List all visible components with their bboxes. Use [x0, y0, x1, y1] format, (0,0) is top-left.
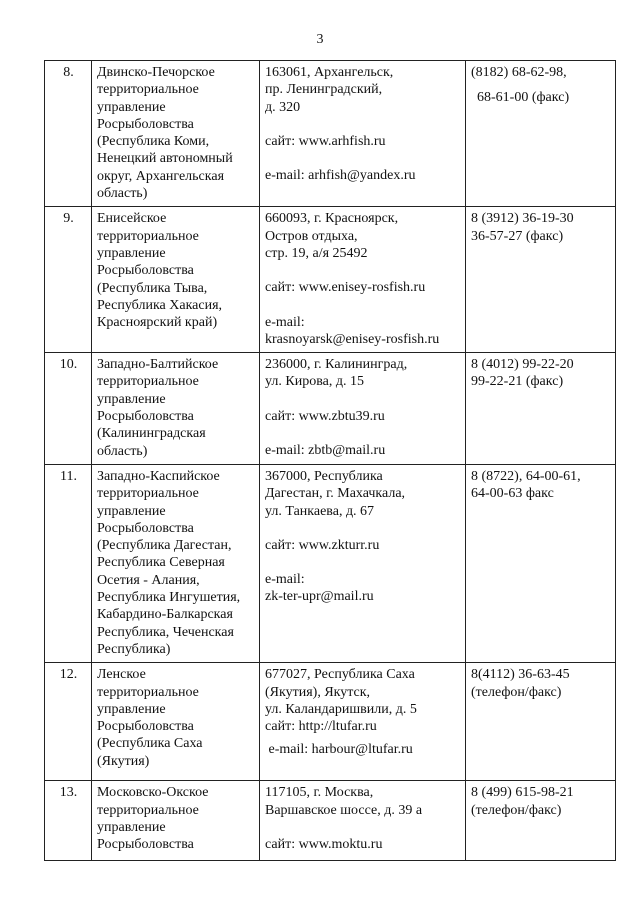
table-row — [45, 781, 616, 861]
agency-name-line: Московско-Окское — [97, 785, 209, 801]
agency-name-line: Республика Хакасия, — [97, 297, 223, 313]
address-line: 117105, г. Москва, — [265, 785, 374, 801]
agency-name-line: Росрыболовства — [97, 116, 194, 132]
address-line: 677027, Республика Саха — [265, 667, 415, 683]
address-line: 236000, г. Калининград, — [265, 357, 408, 373]
agency-name-line: Росрыболовства — [97, 837, 194, 853]
agency-phones — [466, 207, 616, 353]
agency-name — [92, 207, 260, 353]
agency-name-line: территориальное — [97, 684, 199, 700]
agency-name-line: территориальное — [97, 802, 199, 818]
agency-name-line: Кабардино-Балкарская — [97, 607, 233, 623]
phone-number: 8 (3912) 36-19-30 — [471, 211, 574, 227]
agency-name-line: территориальное — [97, 82, 199, 98]
agency-name-line: Западно-Каспийское — [97, 468, 220, 484]
table-row — [45, 663, 616, 781]
agency-phones — [466, 353, 616, 465]
row-number: 9. — [45, 207, 92, 353]
address-line: ул. Кирова, д. 15 — [265, 374, 364, 390]
agency-name-line: Западно-Балтийское — [97, 357, 219, 373]
agency-contacts — [260, 61, 466, 207]
table-row — [45, 464, 616, 662]
phone-number: (телефон/факс) — [471, 802, 562, 818]
agency-name-line: Осетия - Алания, — [97, 572, 200, 588]
phone-number: 8(4112) 36-63-45 — [471, 667, 570, 683]
agency-name-line: Росрыболовства — [97, 409, 194, 425]
phone-number: 8 (499) 615-98-21 — [471, 785, 574, 801]
address-line: стр. 19, а/я 25492 — [265, 245, 368, 261]
email-link[interactable]: e-mail: zbtb@mail.ru — [265, 443, 386, 459]
row-number: 8. — [45, 61, 92, 207]
agency-contacts — [260, 353, 466, 465]
address-line: Остров отдыха, — [265, 228, 358, 244]
address-line: Дагестан, г. Махачкала, — [265, 486, 406, 502]
address-line: д. 320 — [265, 99, 301, 115]
phone-number: 36-57-27 (факс) — [471, 228, 564, 244]
website-link[interactable]: сайт: www.moktu.ru — [265, 836, 383, 852]
agency-name — [92, 663, 260, 781]
row-number: 12. — [45, 663, 92, 781]
agency-name-line: управление — [97, 391, 166, 407]
agency-name-line: территориальное — [97, 228, 199, 244]
agency-name-line: Республика Северная — [97, 555, 225, 571]
agency-name — [92, 353, 260, 465]
phone-number: 8 (4012) 99-22-20 — [471, 357, 574, 373]
agency-name-line: Енисейское — [97, 211, 167, 227]
agency-name-line: территориальное — [97, 486, 199, 502]
agency-name-line: (Якутия) — [97, 753, 150, 769]
page-number: 3 — [316, 32, 324, 47]
agency-contacts — [260, 207, 466, 353]
agency-name-line: Республика) — [97, 641, 171, 657]
email-link[interactable]: e-mail: — [265, 314, 305, 330]
address-line: ул. Танкаева, д. 67 — [265, 503, 375, 519]
agency-name-line: управление — [97, 245, 166, 261]
agency-name-line: территориальное — [97, 374, 199, 390]
phone-number: (8182) 68-62-98, — [471, 65, 567, 80]
agency-name-line: управление — [97, 99, 166, 115]
row-number: 13. — [45, 781, 92, 861]
website-link[interactable]: сайт: www.enisey-rosfish.ru — [265, 280, 426, 296]
row-number: 11. — [45, 464, 92, 662]
email-link[interactable]: e-mail: arhfish@yandex.ru — [265, 168, 416, 184]
agency-name — [92, 781, 260, 861]
address-line: (Якутия), Якутск, — [265, 684, 371, 700]
address-line: 660093, г. Красноярск, — [265, 211, 399, 227]
table-row — [45, 353, 616, 465]
agency-name-line: (Республика Саха — [97, 736, 203, 752]
agency-name-line: Республика, Чеченская — [97, 624, 234, 640]
address-line: пр. Ленинградский, — [265, 82, 383, 98]
agency-name-line: округ, Архангельская — [97, 168, 225, 184]
agency-name-line: (Республика Коми, — [97, 134, 210, 150]
agency-name-line: Красноярский край) — [97, 315, 218, 331]
email-link[interactable]: e-mail: harbour@ltufar.ru — [265, 742, 413, 758]
phone-number: (телефон/факс) — [471, 684, 562, 700]
agency-phones — [466, 61, 616, 207]
website-link[interactable]: сайт: www.zbtu39.ru — [265, 408, 385, 424]
website-link[interactable]: сайт: www.arhfish.ru — [265, 133, 386, 149]
agency-name-line: (Республика Тыва, — [97, 280, 208, 296]
agency-phones — [466, 781, 616, 861]
agency-name-line: (Республика Дагестан, — [97, 538, 232, 554]
phone-number: 99-22-21 (факс) — [471, 374, 564, 390]
agency-name — [92, 464, 260, 662]
address-line: Варшавское шоссе, д. 39 а — [265, 802, 423, 818]
table-row — [45, 61, 616, 207]
address-line: 367000, Республика — [265, 468, 383, 484]
row-number: 10. — [45, 353, 92, 465]
agency-name-line: управление — [97, 819, 166, 835]
agency-name-line: Росрыболовства — [97, 719, 194, 735]
website-link[interactable]: сайт: http://ltufar.ru — [265, 719, 377, 735]
agency-name-line: область) — [97, 186, 148, 202]
phone-number: 8 (8722), 64-00-61, — [471, 468, 581, 484]
agency-name — [92, 61, 260, 207]
address-line: 163061, Архангельск, — [265, 65, 394, 80]
address-line: ул. Каландаришвили, д. 5 — [265, 701, 417, 717]
email-link[interactable]: zk-ter-upr@mail.ru — [265, 589, 374, 605]
email-link[interactable]: krasnoyarsk@enisey-rosfish.ru — [265, 331, 440, 347]
phone-number: 68-61-00 (факс) — [477, 90, 570, 106]
agency-name-line: Ленское — [97, 667, 146, 683]
agency-name-line: Росрыболовства — [97, 263, 194, 279]
phone-number: 64-00-63 факс — [471, 486, 554, 502]
agency-name-line: (Калининградская — [97, 426, 206, 442]
agency-contacts — [260, 781, 466, 861]
email-link[interactable]: e-mail: — [265, 572, 305, 588]
table-row — [45, 207, 616, 353]
agency-name-line: управление — [97, 503, 166, 519]
agency-name-line: Республика Ингушетия, — [97, 590, 241, 606]
agency-name-line: Ненецкий автономный — [97, 151, 233, 167]
agency-phones — [466, 663, 616, 781]
agency-name-line: Росрыболовства — [97, 520, 194, 536]
agency-name-line: управление — [97, 701, 166, 717]
website-link[interactable]: сайт: www.zkturr.ru — [265, 537, 380, 553]
agency-name-line: область) — [97, 443, 148, 459]
agency-contacts — [260, 464, 466, 662]
agency-name-line: Двинско-Печорское — [97, 65, 215, 80]
agencies-table — [44, 60, 616, 861]
agency-contacts — [260, 663, 466, 781]
agency-phones — [466, 464, 616, 662]
